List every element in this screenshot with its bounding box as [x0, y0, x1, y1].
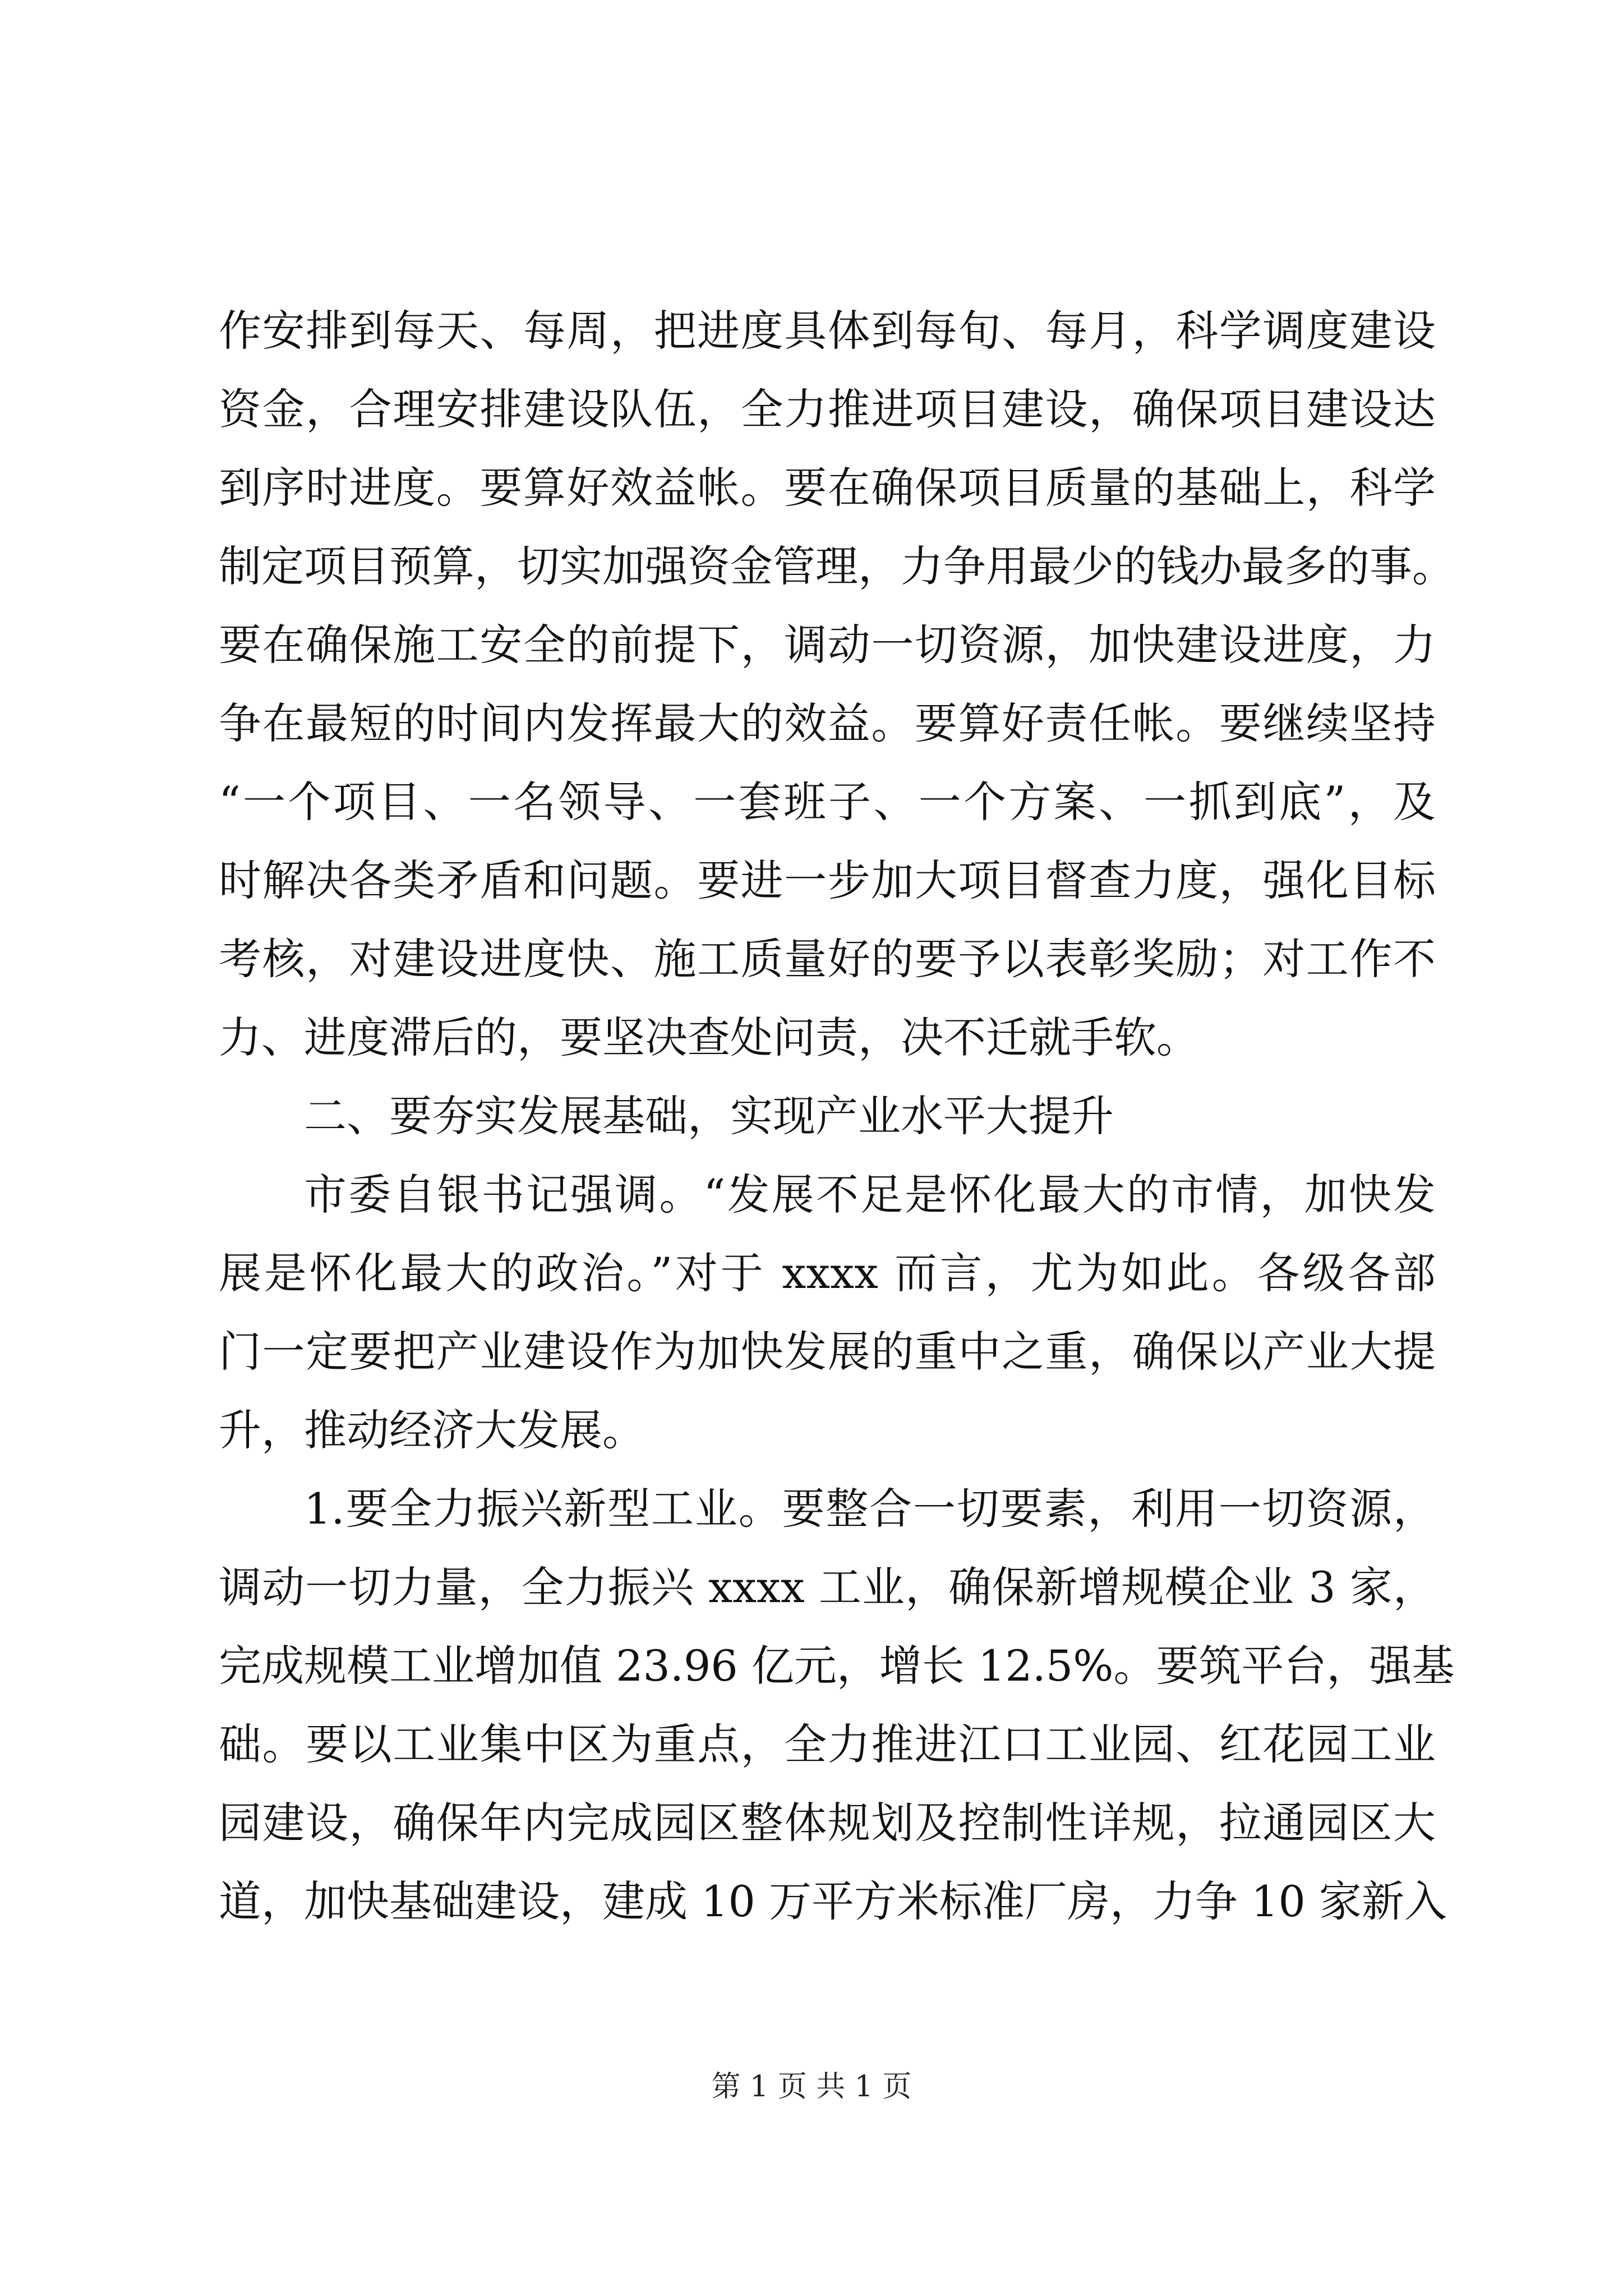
text-line-18: 完成规模工业增加值 23.96 亿元，增长 12.5%。要筑平台，强基 — [219, 1641, 1455, 1691]
page-footer: 第 1 页 共 1 页 — [711, 2070, 912, 2104]
text-line-13: 展是怀化最大的政治。”对于 xxxx 而言，尤为如此。各级各部 — [219, 1248, 1436, 1298]
text-line-15: 升，推动经济大发展。 — [219, 1405, 645, 1455]
text-line-6: 争在最短的时间内发挥最大的效益。要算好责任帐。要继续坚持 — [219, 698, 1436, 748]
text-line-5: 要在确保施工安全的前提下，调动一切资源，加快建设进度，力 — [219, 620, 1436, 670]
text-line-21: 道，加快基础建设，建成 10 万平方米标准厂房，力争 10 家新入 — [219, 1876, 1447, 1926]
text-line-16: 1.要全力振兴新型工业。要整合一切要素，利用一切资源， — [304, 1484, 1436, 1534]
text-line-7: “一个项目、一名领导、一套班子、一个方案、一抓到底”，及 — [219, 777, 1436, 827]
text-line-9: 考核，对建设进度快、施工质量好的要予以表彰奖励；对工作不 — [219, 934, 1436, 984]
text-line-20: 园建设，确保年内完成园区整体规划及控制性详规，拉通园区大 — [219, 1798, 1436, 1848]
text-line-3: 到序时进度。要算好效益帐。要在确保项目质量的基础上，科学 — [219, 463, 1436, 513]
text-line-1: 作安排到每天、每周，把进度具体到每旬、每月，科学调度建设 — [219, 306, 1436, 356]
text-line-19: 础。要以工业集中区为重点，全力推进江口工业园、红花园工业 — [219, 1719, 1436, 1769]
text-line-8: 时解决各类矛盾和问题。要进一步加大项目督查力度，强化目标 — [219, 855, 1436, 905]
document-body — [219, 292, 1455, 1941]
text-line-17: 调动一切力量，全力振兴 xxxx 工业，确保新增规模企业 3 家， — [219, 1562, 1436, 1612]
text-line-12: 市委自银书记强调。“发展不足是怀化最大的市情，加快发 — [304, 1170, 1436, 1220]
text-line-2: 资金，合理安排建设队伍，全力推进项目建设，确保项目建设达 — [219, 384, 1436, 434]
text-line-10: 力、进度滞后的，要坚决查处问责，决不迁就手软。 — [219, 1013, 1199, 1062]
section-heading: 二、要夯实发展基础，实现产业水平大提升 — [304, 1091, 1114, 1141]
text-line-4: 制定项目预算，切实加强资金管理，力争用最少的钱办最多的事。 — [219, 541, 1455, 591]
text-line-14: 门一定要把产业建设作为加快发展的重中之重，确保以产业大提 — [219, 1327, 1436, 1377]
